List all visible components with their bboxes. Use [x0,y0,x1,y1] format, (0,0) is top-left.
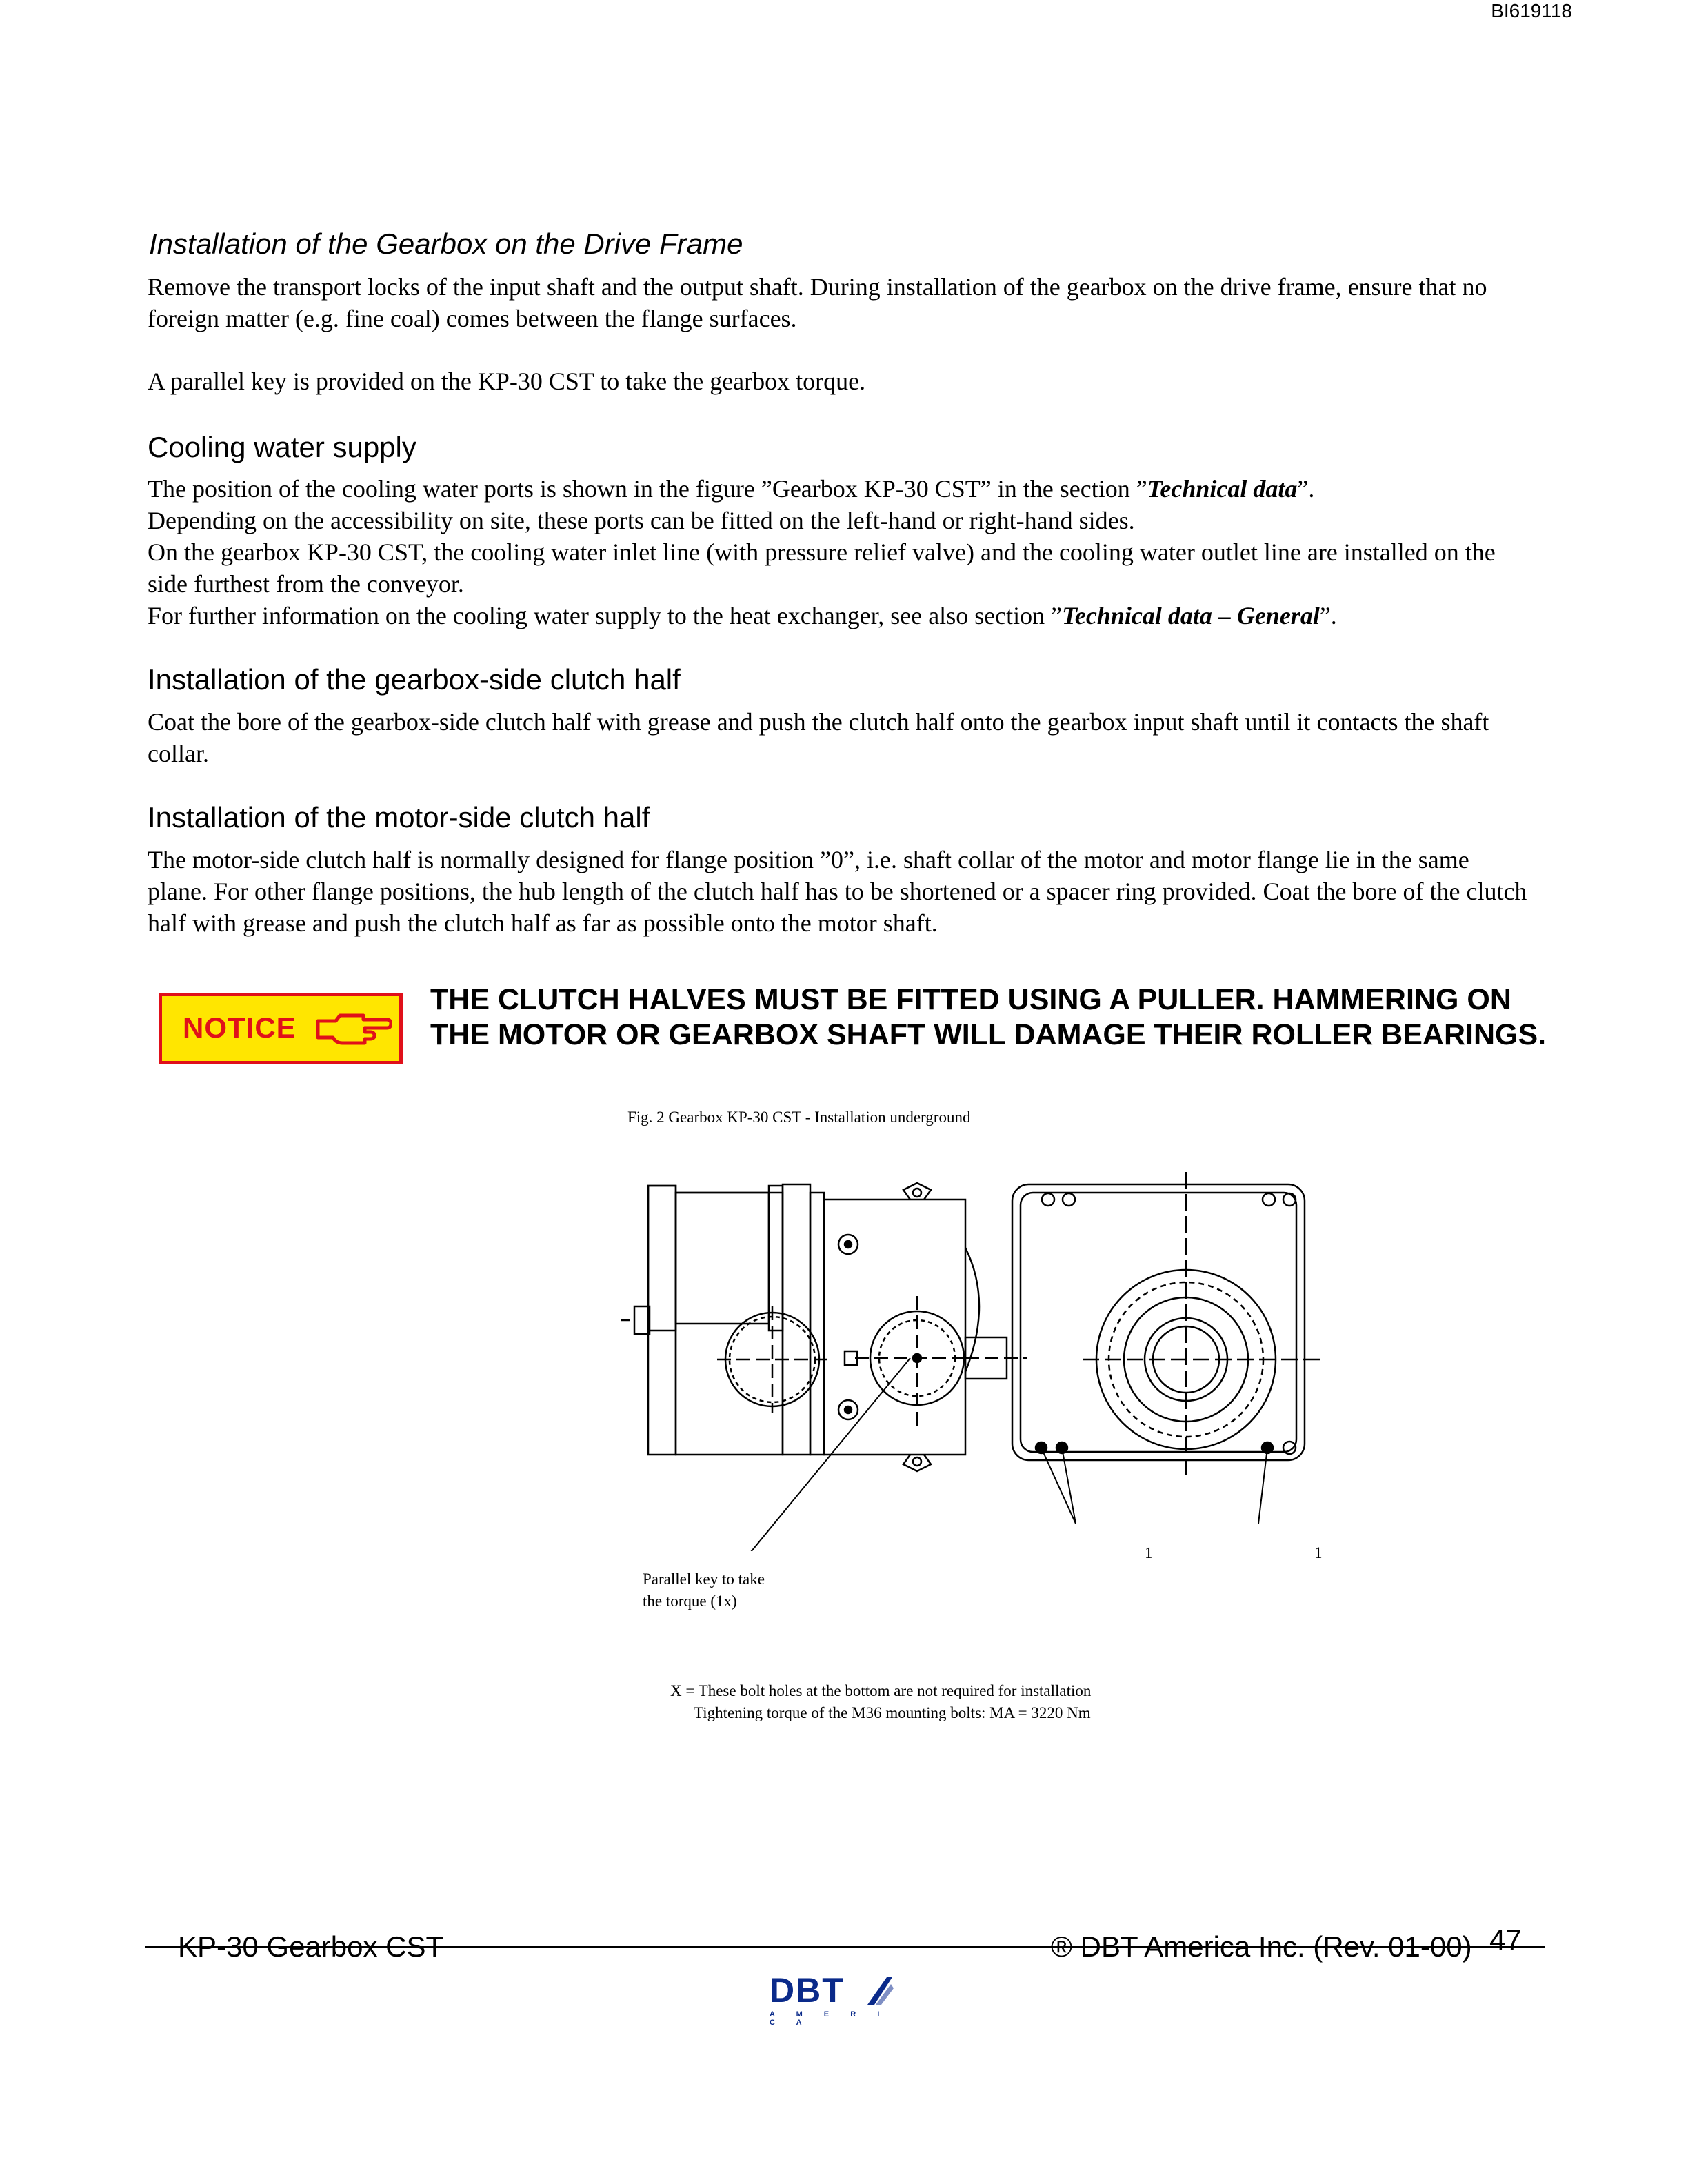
notice-badge [159,993,403,1064]
para-motor-clutch-half: The motor-side clutch half is normally designed for flange position ”0”, i.e. shaft collar of the motor and motor flange lie in the same plane. For other flange positions, the hub length of the clutch half has to be shortened or a spacer ring provided. Coat the bore of the clutch half with grease and push the clutch half as far as possible onto the motor shaft. [148,846,1527,937]
notice-warning-text: THE CLUTCH HALVES MUST BE FITTED USING A PULLER. HAMMERING ON THE MOTOR OR GEARBOX SHAFT WILL DAMAGE THEIR ROLLER BEARINGS. [430,983,1547,1051]
callout-1-left: 1 [1145,1544,1153,1561]
callout-1-right: 1 [1314,1544,1323,1561]
dbt-logo [770,1973,907,2028]
gearbox-drawing [607,1165,1393,1551]
footer-copyright: ® DBT America Inc. (Rev. 01-00) [1051,1930,1472,1963]
notice-label: NOTICE [183,1011,297,1044]
figure-note-torque: Tightening torque of the M36 mounting bolts: MA = 3220 Nm [694,1704,1091,1721]
callout-parallel-key-line1: Parallel key to take [643,1570,765,1588]
para-gearbox-clutch-half: Coat the bore of the gearbox-side clutch half with grease and push the clutch half onto the gearbox input shaft until it contacts the shaft collar. [148,708,1489,767]
footer-title: KP-30 Gearbox CST [178,1930,444,1963]
logo-subtext: A M E R I C A [770,2010,890,2027]
figure-note-bolt-holes: X = These bolt holes at the bottom are not required for installation [670,1682,1092,1699]
heading-cooling-water: Cooling water supply [148,431,416,463]
para-parallel-key: A parallel key is provided on the KP-30 CST to take the gearbox torque. [148,367,866,395]
document-id: BI619118 [1491,0,1572,21]
figure-caption: Fig. 2 Gearbox KP-30 CST - Installation underground [627,1109,971,1126]
heading-gearbox-clutch-half: Installation of the gearbox-side clutch half [148,663,681,696]
pointing-hand-icon [315,1011,392,1047]
heading-motor-clutch-half: Installation of the motor-side clutch half [148,801,650,833]
logo-swoosh-icon [866,1974,894,2006]
para-transport-locks: Remove the transport locks of the input shaft and the output shaft. During installation of the gearbox on the drive frame, ensure that no foreign matter (e.g. fine coal) comes between the flange surfaces. [148,273,1487,332]
para-cooling-water: The position of the cooling water ports is shown in the figure ”Gearbox KP-30 CST” in the section ”Technical data”. Depending on the accessibility on site, these ports can be fitted on the left-hand or right-hand sides. On the gearbox KP-30 CST, the cooling water inlet line (with pressure relief valve) and the cooling water outlet line are installed on the side furthest from the conveyor. For further information on the cooling water supply to the heat exchanger, see also section ”Technical data – General”. [148,475,1496,629]
heading-gearbox-installation: Installation of the Gearbox on the Drive Frame [149,228,743,260]
logo-text: DBT [770,1971,845,2010]
page-number: 47 [1489,1923,1522,1956]
callout-parallel-key-line2: the torque (1x) [643,1593,737,1610]
